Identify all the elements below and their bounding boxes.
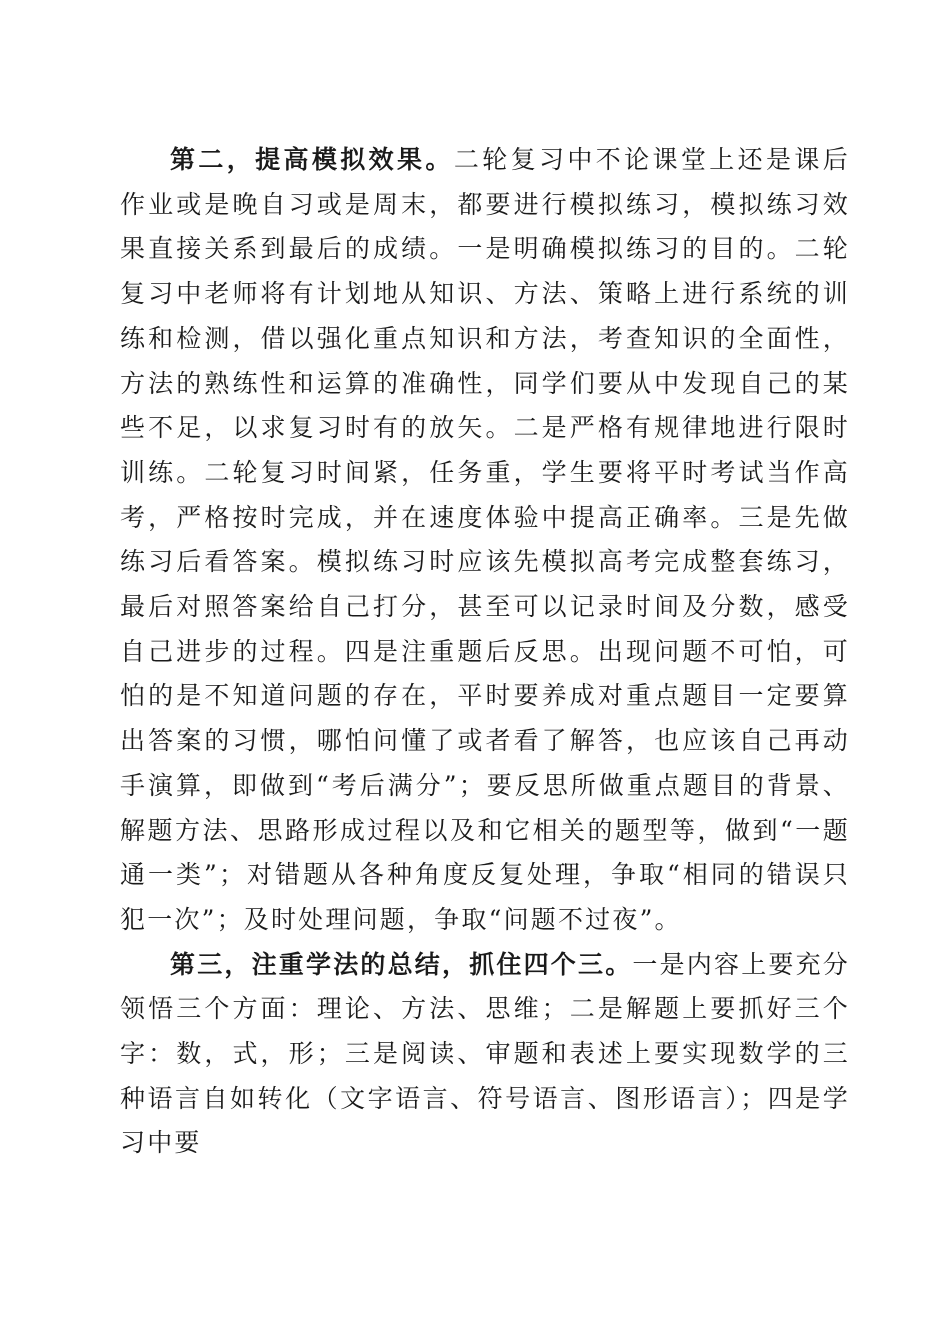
paragraph-study-method [120, 943, 850, 1167]
paragraph-body: 二轮复习中不论课堂上还是课后作业或是晚自习或是周末，都要进行模拟练习，模拟练习效果直接关系到最后的成绩。一是明确模拟练习的目的。二轮复习中老师将有计划地从知识、方法、策略上进行系统的训练和检测，借以强化重点知识和方法，考查知识的全面性，方法的熟练性和运算的准确性，同学们要从中发现自己的某些不足，以求复习时有的放矢。二是严格有规律地进行限时训练。二轮复习时间紧，任务重，学生要将平时考试当作高考，严格按时完成，并在速度体验中提高正确率。三是先做练习后看答案。模拟练习时应该先模拟高考完成整套练习，最后对照答案给自己打分，甚至可以记录时间及分数，感受自己进步的过程。四是注重题后反思。出现问题不可怕，可怕的是不知道问题的存在，平时要养成对重点题目一定要算出答案的习惯，哪怕问懂了或者看了解答，也应该自己再动手演算，即做到“考后满分”；要反思所做重点题目的背景、解题方法、思路形成过程以及和它相关的题型等，做到“一题通一类”；对错题从各种角度反复处理，争取“相同的错误只犯一次”；及时处理问题，争取“问题不过夜”。 [120, 145, 850, 934]
paragraph-simulation-effect [120, 138, 850, 943]
paragraph-lead: 第三，注重学法的总结，抓住四个三。 [170, 949, 633, 979]
document-page [120, 138, 850, 1166]
paragraph-body: 一是内容上要充分领悟三个方面：理论、方法、思维；二是解题上要抓好三个字：数，式，形；三是阅读、审题和表述上要实现数学的三种语言自如转化（文字语言、符号语言、图形语言）；四是学习中要 [120, 949, 851, 1158]
paragraph-lead: 第二，提高模拟效果。 [170, 145, 454, 174]
